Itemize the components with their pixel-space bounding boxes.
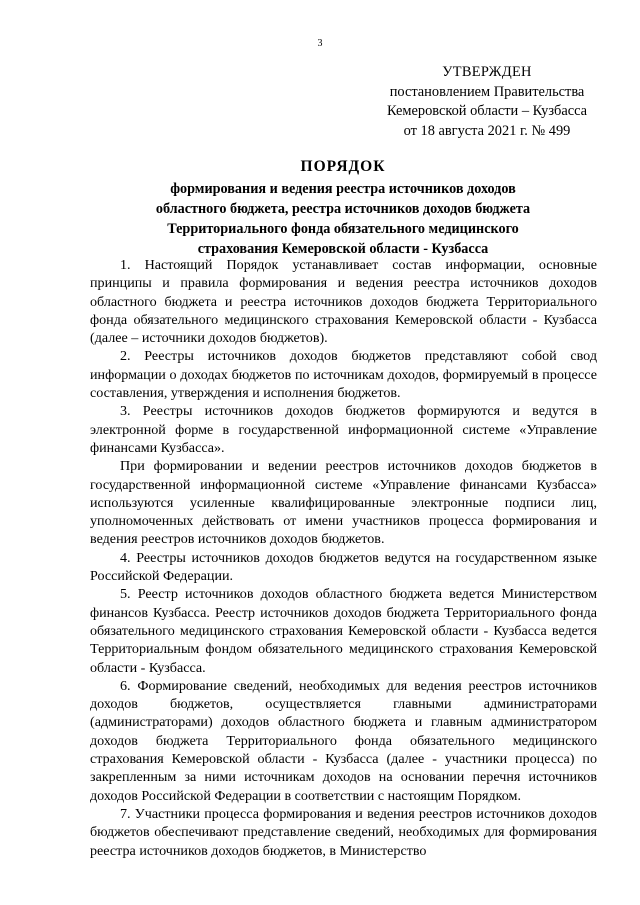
approval-line: постановлением Правительства: [389, 83, 585, 100]
paragraph-4: 4. Реестры источников доходов бюджетов ведутся на государственном языке Российской Федерации.: [90, 549, 597, 585]
paragraph-3-continued: При формировании и ведении реестров источников доходов бюджетов в государственной информационной системе «Управление финансами Кузбасса» используются усиленные квалифицированные электронные подписи лиц, уполномоченных действовать от имени участников процесса формирования и ведения реестров источников доходов бюджетов.: [90, 458, 597, 548]
approval-block: [360, 63, 614, 141]
document-subtitle-line: формирования и ведения реестра источников доходов: [170, 181, 516, 197]
document-title-block: [80, 157, 606, 259]
document-subtitle-line: страхования Кемеровской области - Кузбасса: [197, 241, 489, 257]
paragraph-2: 2. Реестры источников доходов бюджетов представляют собой свод информации о доходах бюджетов по источникам доходов, формируемый в процессе составления, утверждения и исполнения бюджетов.: [90, 348, 597, 402]
document-subtitle-line: областного бюджета, реестра источников доходов бюджета: [155, 201, 531, 217]
approval-line: Кемеровской области – Кузбасса: [386, 103, 588, 119]
paragraph-3: 3. Реестры источников доходов бюджетов формируются и ведутся в электронной форме в государственной информационной системе «Управление финансами Кузбасса».: [90, 403, 597, 456]
document-subtitle-line: Территориального фонда обязательного медицинского: [167, 221, 519, 237]
paragraph-6: 6. Формирование сведений, необходимых для ведения реестров источников доходов бюджетов, осуществляется главными администраторами (администраторами) доходов областного бюджета и главным администратором доходов бюджета Территориального фонда обязательного медицинского страхования Кемеровской области - Кузбасса (далее - участники процесса) по закрепленным за ними источникам доходов на основании перечня источников доходов Российской Федерации в соответствии с настоящим Порядком.: [90, 677, 597, 804]
paragraph-5: 5. Реестр источников доходов областного бюджета ведется Министерством финансов Кузбасса. Реестр источников доходов бюджета Территориального фонда обязательного медицинского страхования Кемеровской области - Кузбасса ведется Территориальным фондом обязательного медицинского страхования Кемеровской области - Кузбасса.: [90, 586, 597, 676]
paragraph-7: 7. Участники процесса формирования и ведения реестров источников доходов бюджетов обеспечивают представление сведений, необходимых для формирования реестра источников доходов бюджетов, в Министерство: [90, 805, 597, 859]
approval-heading: УТВЕРЖДЕН: [442, 64, 532, 80]
paragraph-1: 1. Настоящий Порядок устанавливает состав информации, основные принципы и правила формирования и ведения реестра источников доходов областного бюджета и реестра источников доходов бюджета Территориального фонда обязательного медицинского страхования Кемеровской области - Кузбасса (далее – источники доходов бюджетов).: [90, 257, 597, 347]
page-number: 3: [317, 38, 323, 49]
document-title: ПОРЯДОК: [300, 158, 386, 175]
approval-date: от 18 августа 2021 г. № 499: [403, 122, 571, 139]
document-body: [90, 256, 597, 860]
